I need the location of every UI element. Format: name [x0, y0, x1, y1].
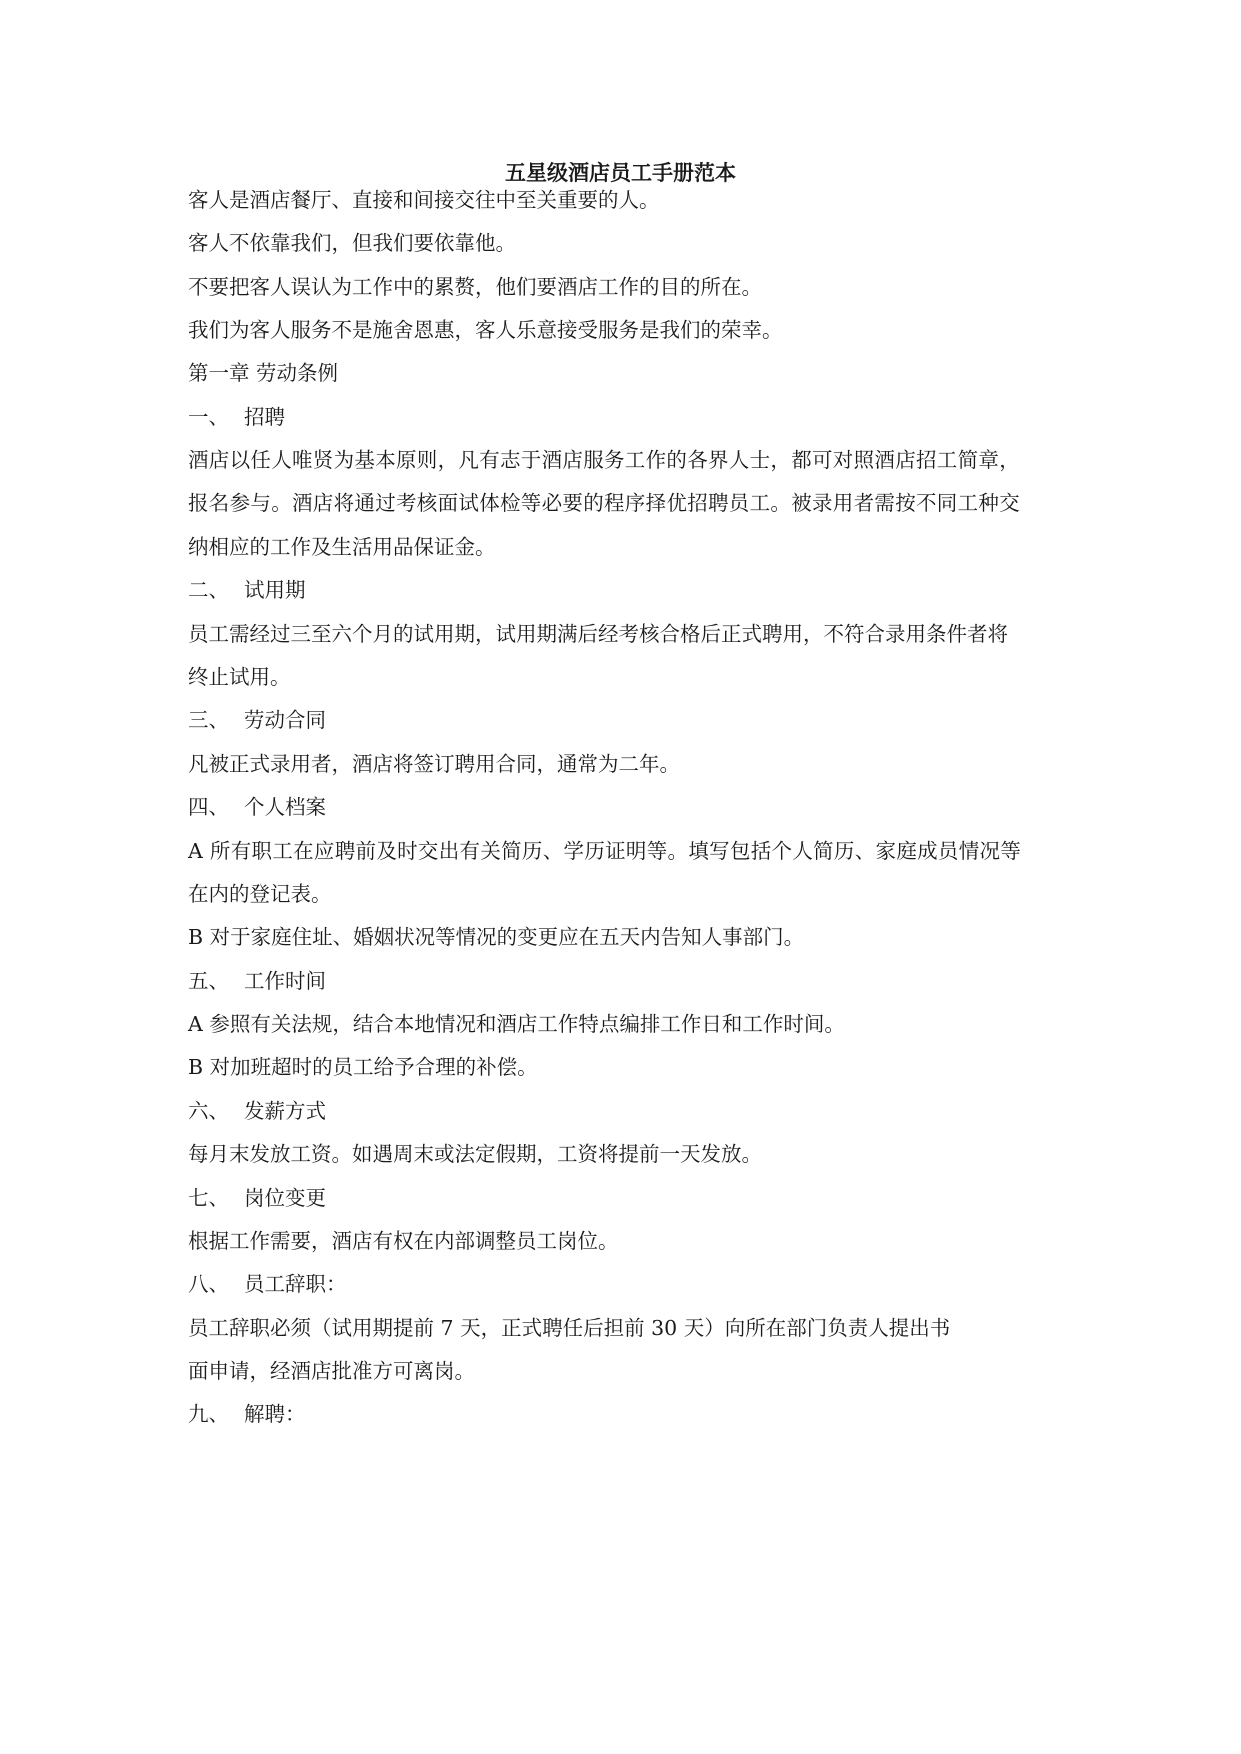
section-heading [188, 792, 326, 822]
section-heading [188, 402, 285, 432]
body-line: 酒店以任人唯贤为基本原则，凡有志于酒店服务工作的各界人士，都可对照酒店招工简章， [188, 448, 1020, 472]
body-line: B 对加班超时的员工给予合理的补偿。 [188, 1055, 538, 1079]
body-line: 每月末发放工资。如遇周末或法定假期，工资将提前一天发放。 [188, 1142, 762, 1166]
body-line: 员工辞职必须（试用期提前 7 天，正式聘任后担前 30 天）向所在部门负责人提出书 [188, 1316, 951, 1340]
intro-line: 不要把客人误认为工作中的累赘，他们要酒店工作的目的所在。 [188, 275, 762, 299]
intro-line: 我们为客人服务不是施舍恩惠，客人乐意接受服务是我们的荣幸。 [188, 318, 783, 342]
section-title: 工作时间 [244, 969, 326, 993]
intro-line: 客人不依靠我们，但我们要依靠他。 [188, 231, 516, 255]
section-number: 二、 [188, 578, 229, 602]
section-number: 九、 [188, 1402, 229, 1426]
section-heading [188, 1183, 326, 1213]
section-title: 解聘： [244, 1402, 306, 1426]
body-line: 根据工作需要，酒店有权在内部调整员工岗位。 [188, 1229, 619, 1253]
section-heading [188, 1096, 326, 1126]
section-heading [188, 575, 306, 605]
section-title: 试用期 [244, 578, 306, 602]
section-heading [188, 705, 326, 735]
section-number: 三、 [188, 708, 229, 732]
section-number: 四、 [188, 795, 229, 819]
body-line: A 参照有关法规，结合本地情况和酒店工作特点编排工作日和工作时间。 [188, 1012, 845, 1036]
section-number: 八、 [188, 1272, 229, 1296]
body-line: 报名参与。酒店将通过考核面试体检等必要的程序择优招聘员工。被录用者需按不同工种交 [188, 491, 1020, 515]
body-line: 面申请，经酒店批准方可离岗。 [188, 1359, 475, 1383]
section-title: 岗位变更 [244, 1186, 326, 1210]
chapter-heading: 第一章 劳动条例 [188, 361, 339, 385]
body-line: 终止试用。 [188, 665, 291, 689]
body-line: A 所有职工在应聘前及时交出有关简历、学历证明等。填写包括个人简历、家庭成员情况等 [188, 839, 1022, 863]
section-number: 一、 [188, 405, 229, 429]
section-number: 五、 [188, 969, 229, 993]
body-line: 员工需经过三至六个月的试用期，试用期满后经考核合格后正式聘用，不符合录用条件者将 [188, 622, 1008, 646]
section-title: 发薪方式 [244, 1099, 326, 1123]
document-title: 五星级酒店员工手册范本 [505, 160, 736, 185]
section-title: 员工辞职： [244, 1272, 347, 1296]
body-line: 凡被正式录用者，酒店将签订聘用合同，通常为二年。 [188, 752, 680, 776]
intro-line: 客人是酒店餐厅、直接和间接交往中至关重要的人。 [188, 188, 660, 212]
section-title: 招聘 [244, 405, 285, 429]
section-number: 六、 [188, 1099, 229, 1123]
section-heading [188, 1399, 306, 1429]
section-title: 个人档案 [244, 795, 326, 819]
section-title: 劳动合同 [244, 708, 326, 732]
body-line: 纳相应的工作及生活用品保证金。 [188, 535, 496, 559]
body-line: 在内的登记表。 [188, 882, 332, 906]
body-line: B 对于家庭住址、婚姻状况等情况的变更应在五天内告知人事部门。 [188, 925, 805, 949]
section-heading [188, 966, 326, 996]
section-heading [188, 1269, 347, 1299]
section-number: 七、 [188, 1186, 229, 1210]
